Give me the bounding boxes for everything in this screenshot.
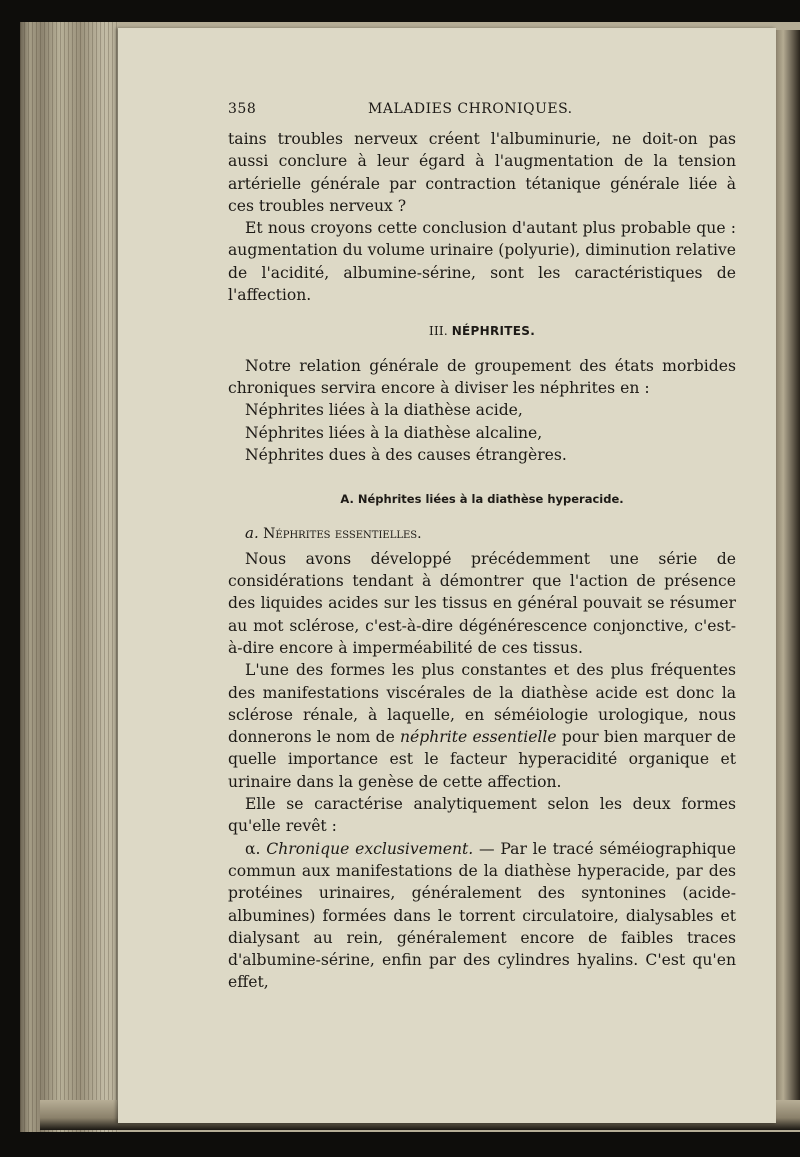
paragraph: Elle se caractérise analytiquement selon les deux formes qu'elle revêt : — [228, 795, 736, 836]
list-item: Néphrites dues à des causes étrangères. — [245, 445, 567, 464]
paragraph: Notre relation générale de groupement des états morbides chroniques servira encore à diviser les néphrites en : — [228, 356, 736, 397]
paragraph: Nous avons développé précédemment une série de considérations tendant à démontrer que l'action de présence des liquides acides sur les tissus en général pouvait se résumer au mot sclérose, c'est-à-dire dégénérescence conjonctive, c'est-à-dire encore à imperméabilité de ces tissus. — [228, 549, 736, 657]
paragraph — [228, 838, 736, 994]
section-number: III. — [428, 323, 448, 339]
paragraph: Et nous croyons cette conclusion d'autant plus probable que : augmentation du volume urinaire (polyurie), diminution relative de l'acidité, albumine-sérine, sont les caractéristiques de l'affection. — [228, 219, 736, 305]
subsubsection-title: Néphrites essentielles. — [263, 526, 422, 543]
italic-term: néphrite essentielle — [400, 728, 557, 747]
list-item: Néphrites liées à la diathèse acide, — [245, 401, 523, 420]
section-title: NÉPHRITES. — [451, 324, 536, 339]
subsection-heading: A. Néphrites liées à la diathèse hyperacide. — [340, 492, 624, 507]
page-text — [228, 98, 736, 994]
right-page-edge — [772, 30, 800, 1110]
item-marker: α. — [245, 839, 261, 858]
italic-term: Chronique exclusivement. — [266, 839, 474, 858]
paragraph — [228, 659, 736, 793]
paragraph-text: pour bien marquer de quelle importance est le facteur hyperacidité organique et urinaire dans la genèse de cette affection. — [228, 728, 736, 791]
paragraph: tains troubles nerveux créent l'albuminurie, ne doit-on pas aussi conclure à leur égard à l'augmentation de la tension artérielle générale par contraction tétanique générale liée à ces troubles nerveux ? — [228, 130, 736, 215]
running-header — [228, 98, 736, 128]
subsubsection-letter: a. — [245, 524, 259, 543]
list-item: Néphrites liées à la diathèse alcaline, — [245, 423, 543, 442]
running-title: MALADIES CHRONIQUES. — [368, 101, 573, 117]
section-heading — [228, 320, 736, 342]
paragraph-text: L'une des formes les plus constantes et des plus fréquentes des manifestations viscérales de la diathèse acide est donc la sclérose rénale, à laquelle, en séméiologie urologique, nous donnerons le nom de — [228, 661, 736, 747]
page-edge-lines — [20, 22, 120, 1132]
paragraph-text: — Par le tracé séméiographique commun aux manifestations de la diathèse hyperacide, par des protéines urinaires, généralement des syntonines (acide-albumines) formées dans le torrent circulatoire, dialysables et dialysant au rein, généralement encore de faibles traces d'albumine-sérine, enfin par des cylindres hyalins. C'est qu'en effet, — [228, 839, 736, 992]
subsubsection-heading — [228, 522, 736, 545]
page-number: 358 — [228, 101, 257, 117]
